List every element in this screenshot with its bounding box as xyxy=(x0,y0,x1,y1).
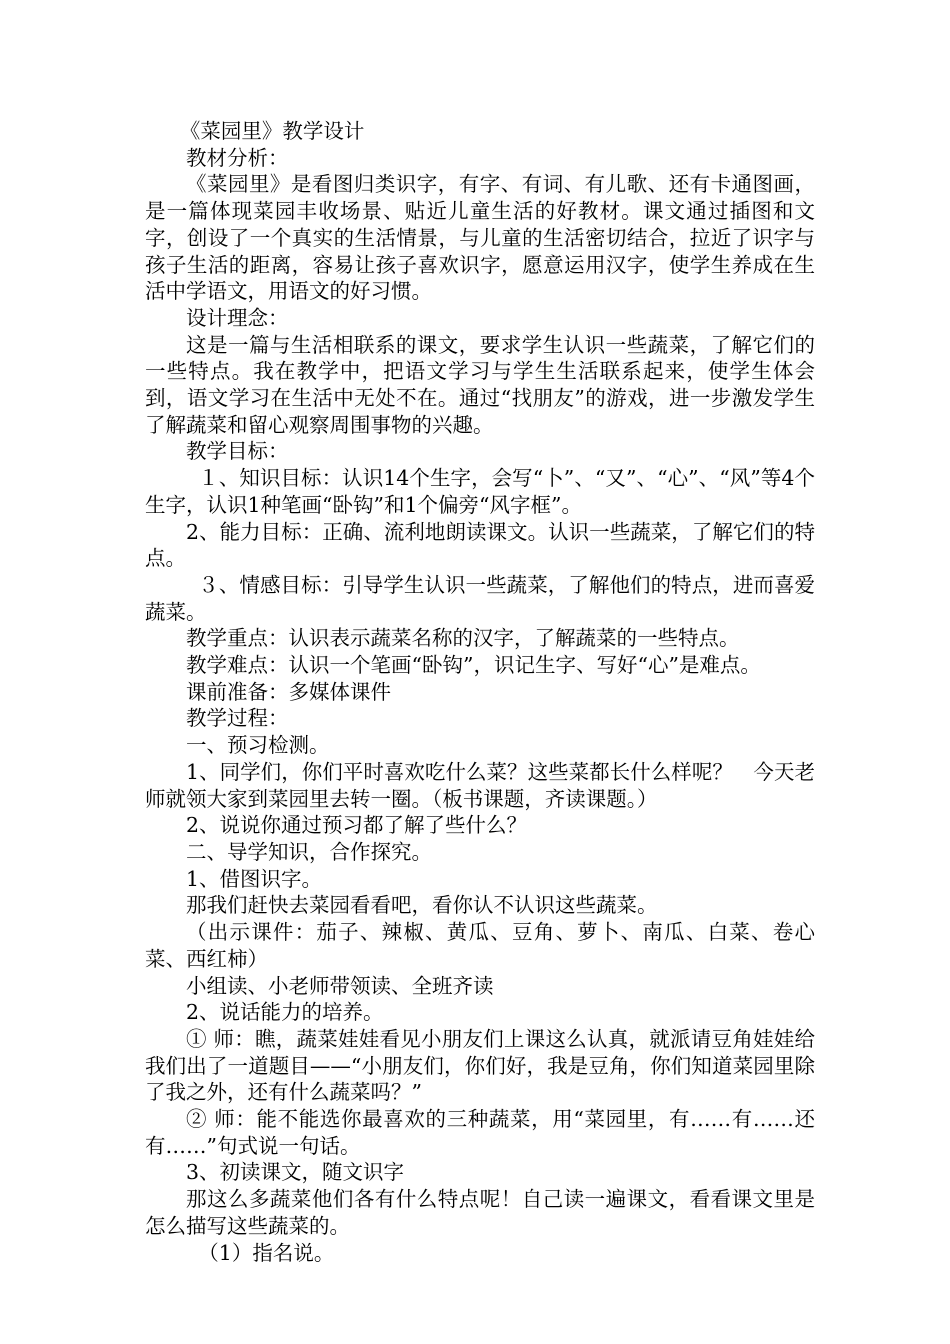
preparation: 课前准备：多媒体课件 xyxy=(186,679,391,704)
paragraph-design-concept: 这是一篇与生活相联系的课文，要求学生认识一些蔬菜，了解它们的一些特点。我在教学中，把语文学习与学生生活联系起来，使学生体会到，语文学习在生活中无处不在。通过“找朋友”的游戏，进一步激发学生了解蔬菜和留心观察周围事物的兴趣。 xyxy=(145,332,815,437)
teaching-focus: 教学重点：认识表示蔬菜名称的汉字，了解蔬菜的一些特点。 xyxy=(186,626,740,651)
heading-teaching-goals: 教学目标： xyxy=(186,439,289,464)
heading-teaching-process: 教学过程： xyxy=(186,706,289,731)
paragraph-reading-modes: 小组读、小老师带领读、全班齐读 xyxy=(186,973,494,998)
goal-ability: 2、能力目标：正确、流利地朗读课文。认识一些蔬菜，了解它们的特点。 xyxy=(145,519,815,571)
section-preview-check: 一、预习检测。 xyxy=(186,733,330,758)
step-2-question: 2、说说你通过预习都了解了些什么？ xyxy=(186,813,528,838)
goal-emotion: ３、情感目标：引导学生认识一些蔬菜，了解他们的特点，进而喜爱蔬菜。 xyxy=(145,572,815,624)
paragraph-visit-garden: 那我们赶快去菜园看看吧，看你认不认识这些蔬菜。 xyxy=(186,893,658,918)
heading-design-concept: 设计理念： xyxy=(186,305,289,330)
step-speaking-skills: 2、说话能力的培养。 xyxy=(186,1000,384,1025)
document-title: 《菜园里》教学设计 xyxy=(179,119,365,143)
paragraph-teacher-2: ② 师：能不能选你最喜欢的三种蔬菜，用“菜园里，有……有……还有……”句式说一句话。 xyxy=(145,1107,815,1158)
step-first-reading: 3、初读课文，随文识字 xyxy=(186,1160,405,1185)
paragraph-vegetable-features: 那这么多蔬菜他们各有什么特点呢！自己读一遍课文，看看课文里是怎么描写这些蔬菜的。 xyxy=(145,1187,815,1238)
step-1-question: 1、同学们，你们平时喜欢吃什么菜？这些菜都长什么样呢？ 今天老师就领大家到菜园里去转一圈。（板书课题，齐读课题。） xyxy=(145,759,815,811)
paragraph-show-slides: （出示课件：茄子、辣椒、黄瓜、豆角、萝卜、南瓜、白菜、卷心菜、西红柿） xyxy=(145,920,815,971)
section-guided-learning: 二、导学知识，合作探究。 xyxy=(186,839,432,864)
document-body xyxy=(145,118,815,1266)
heading-textbook-analysis: 教材分析： xyxy=(186,145,289,170)
sub-step-name-call: （1）指名说。 xyxy=(198,1240,335,1265)
goal-knowledge: １、知识目标：认识14个生字，会写“卜”、“又”、“心”、“风”等4个生字，认识1种笔画“卧钩”和1个偏旁“风字框”。 xyxy=(145,466,815,517)
teaching-difficulty: 教学难点：认识一个笔画“卧钩”，识记生字、写好“心”是难点。 xyxy=(186,653,761,678)
paragraph-teacher-1: ① 师：瞧，蔬菜娃娃看见小朋友们上课这么认真，就派请豆角娃娃给我们出了一道题目——“小朋友们，你们好，我是豆角，你们知道菜园里除了我之外，还有什么蔬菜吗？” xyxy=(145,1026,815,1105)
paragraph-textbook-analysis: 《菜园里》是看图归类识字，有字、有词、有儿歌、还有卡通图画，是一篇体现菜园丰收场景、贴近儿童生活的好教材。课文通过插图和文字，创设了一个真实的生活情景，与儿童的生活密切结合，拉近了识字与孩子生活的距离，容易让孩子喜欢识字，愿意运用汉字，使学生养成在生活中学语文，用语文的好习惯。 xyxy=(145,172,815,304)
step-picture-literacy: 1、借图识字。 xyxy=(186,866,323,891)
